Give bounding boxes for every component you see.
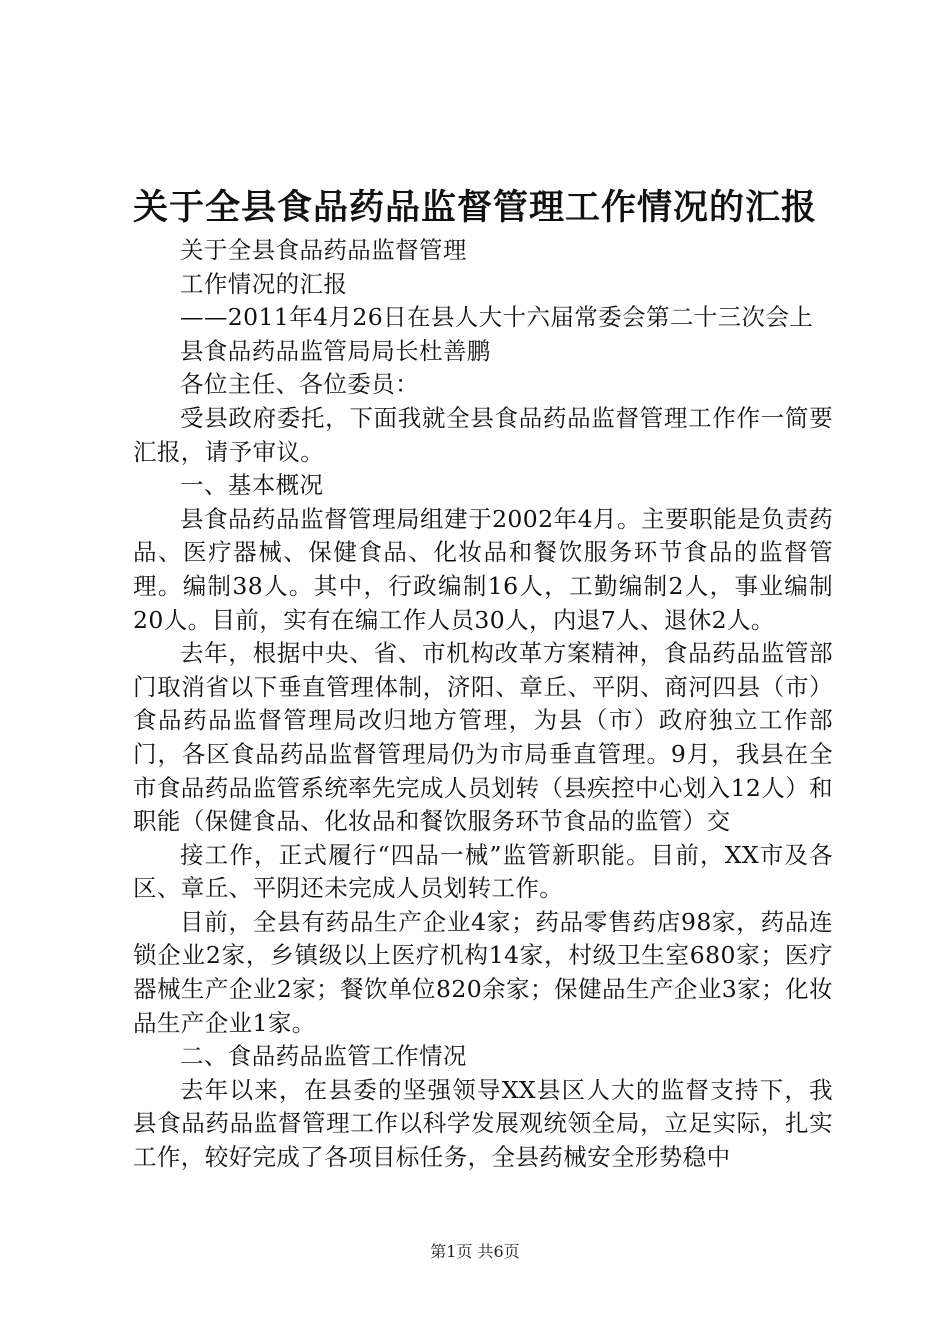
heading-line-2: 工作情况的汇报 <box>180 269 348 298</box>
document-body <box>133 234 833 1175</box>
body-paragraph: 目前，全县有药品生产企业4家；药品零售药店98家，药品连锁企业2家，乡镇级以上医疗机构14家，村级卫生室680家；医疗器械生产企业2家；餐饮单位820余家；保健品生产企业3家；化妆品生产企业1家。 <box>133 907 833 1037</box>
salutation: 各位主任、各位委员： <box>180 370 419 399</box>
body-paragraph: 县食品药品监督管理局组建于2002年4月。主要职能是负责药品、医疗器械、保健食品、化妆品和餐饮服务环节食品的监督管理。编制38人。其中，行政编制16人，工勤编制2人，事业编制20人。目前，实有在编工作人员30人，内退7人、退休2人。 <box>133 504 833 634</box>
body-paragraph: 接工作，正式履行“四品一械”监管新职能。目前，XX市及各区、章丘、平阴还未完成人员划转工作。 <box>133 840 833 903</box>
author-line: 县食品药品监管局局长杜善鹏 <box>180 336 491 365</box>
heading-line-1: 关于全县食品药品监督管理 <box>180 236 467 264</box>
intro-paragraph: 受县政府委托，下面我就全县食品药品监督管理工作作一简要汇报，请予审议。 <box>133 403 833 466</box>
document-title: 关于全县食品药品监督管理工作情况的汇报 <box>132 187 817 228</box>
page-footer: 第1页 共6页 <box>430 1242 520 1261</box>
body-paragraph: 去年以来，在县委的坚强领导XX县区人大的监督支持下，我县食品药品监督管理工作以科学发展观统领全局，立足实际，扎实工作，较好完成了各项目标任务，全县药械安全形势稳中 <box>133 1075 833 1172</box>
section-heading-supervision: 二、食品药品监管工作情况 <box>180 1042 467 1071</box>
body-paragraph: 去年，根据中央、省、市机构改革方案精神，食品药品监管部门取消省以下垂直管理体制，济阳、章丘、平阴、商河四县（市）食品药品监督管理局改归地方管理，为县（市）政府独立工作部门，各区食品药品监督管理局仍为市局垂直管理。9月，我县在全市食品药品监管系统率先完成人员划转（县疾控中心划入12人）和职能（保健食品、化妆品和餐饮服务环节食品的监管）交 <box>133 639 833 836</box>
meeting-subtitle: ——2011年4月26日在县人大十六届常委会第二十三次会上 <box>180 303 814 332</box>
section-heading-overview: 一、基本概况 <box>180 471 324 500</box>
